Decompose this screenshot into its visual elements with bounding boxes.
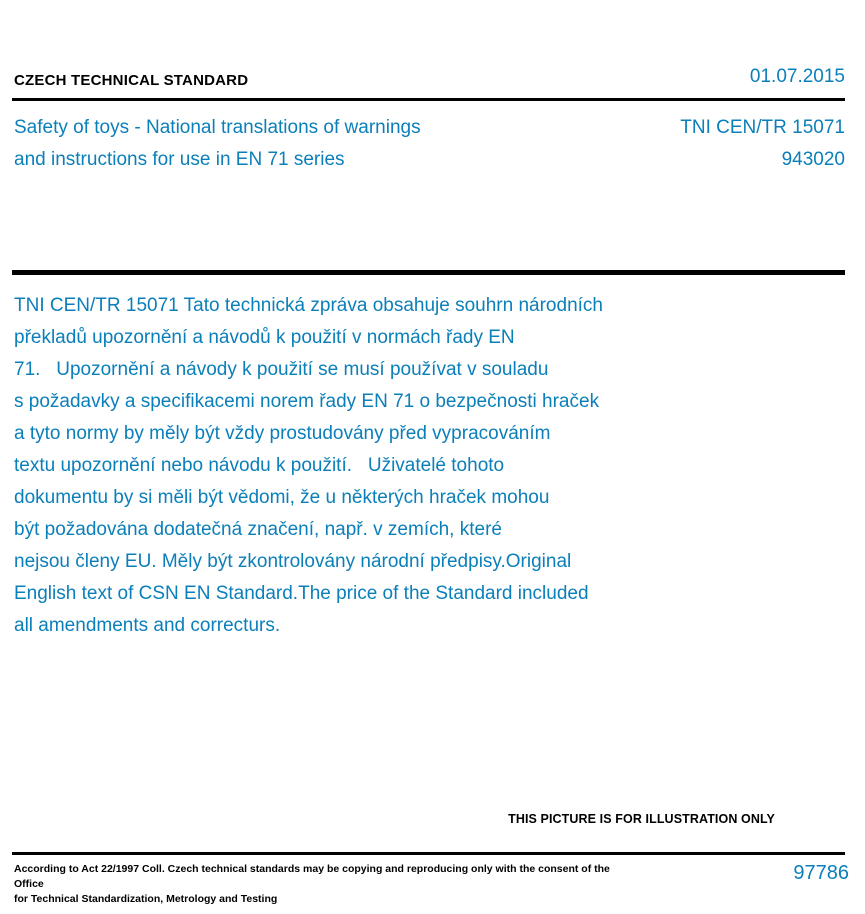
document-title <box>14 112 714 176</box>
footer-disclaimer <box>14 862 614 907</box>
abstract-line: a tyto normy by měly být vždy prostudovány před vypracováním <box>14 423 551 444</box>
document-title-line-2: and instructions for use in EN 71 series <box>14 149 345 170</box>
classification-code: 943020 <box>781 149 845 170</box>
abstract-line: textu upozornění nebo návodu k použití. Uživatelé tohoto <box>14 455 505 476</box>
abstract-line: English text of CSN EN Standard.The price of the Standard included <box>14 583 589 604</box>
abstract-line: TNI CEN/TR 15071 Tato technická zpráva obsahuje souhrn národních <box>14 295 603 316</box>
abstract-line: překladů upozornění a návodů k použití v normách řady EN <box>14 327 515 348</box>
footer-disclaimer-line-2: for Technical Standardization, Metrology and Testing <box>14 893 278 905</box>
document-number: 97786 <box>793 862 849 884</box>
standard-designation: TNI CEN/TR 15071 <box>680 117 845 138</box>
footer-disclaimer-line-1: According to Act 22/1997 Coll. Czech technical standards may be copying and reproducing only with the consent of the Office <box>14 863 610 890</box>
header-divider-rule <box>12 98 845 101</box>
abstract-line: all amendments and correcturs. <box>14 615 281 636</box>
title-body-divider-rule <box>12 270 845 275</box>
document-header <box>12 66 845 96</box>
publication-date: 01.07.2015 <box>749 66 845 87</box>
abstract-line: nejsou členy EU. Měly být zkontrolovány národní předpisy.Original <box>14 551 572 572</box>
footer-divider-rule <box>12 852 845 855</box>
illustration-disclaimer: THIS PICTURE IS FOR ILLUSTRATION ONLY <box>508 812 775 826</box>
document-title-line-1: Safety of toys - National translations of warnings <box>14 117 421 138</box>
abstract-line: s požadavky a specifikacemi norem řady EN 71 o bezpečnosti hraček <box>14 391 600 412</box>
abstract-line: být požadována dodatečná značení, např. v zemích, které <box>14 519 502 540</box>
abstract-line: 71. Upozornění a návody k použití se musí používat v souladu <box>14 359 549 380</box>
abstract-line: dokumentu by si měli být vědomi, že u některých hraček mohou <box>14 487 550 508</box>
abstract-text <box>14 290 734 642</box>
standard-code-block <box>680 112 845 176</box>
standard-type-label: CZECH TECHNICAL STANDARD <box>14 72 249 89</box>
